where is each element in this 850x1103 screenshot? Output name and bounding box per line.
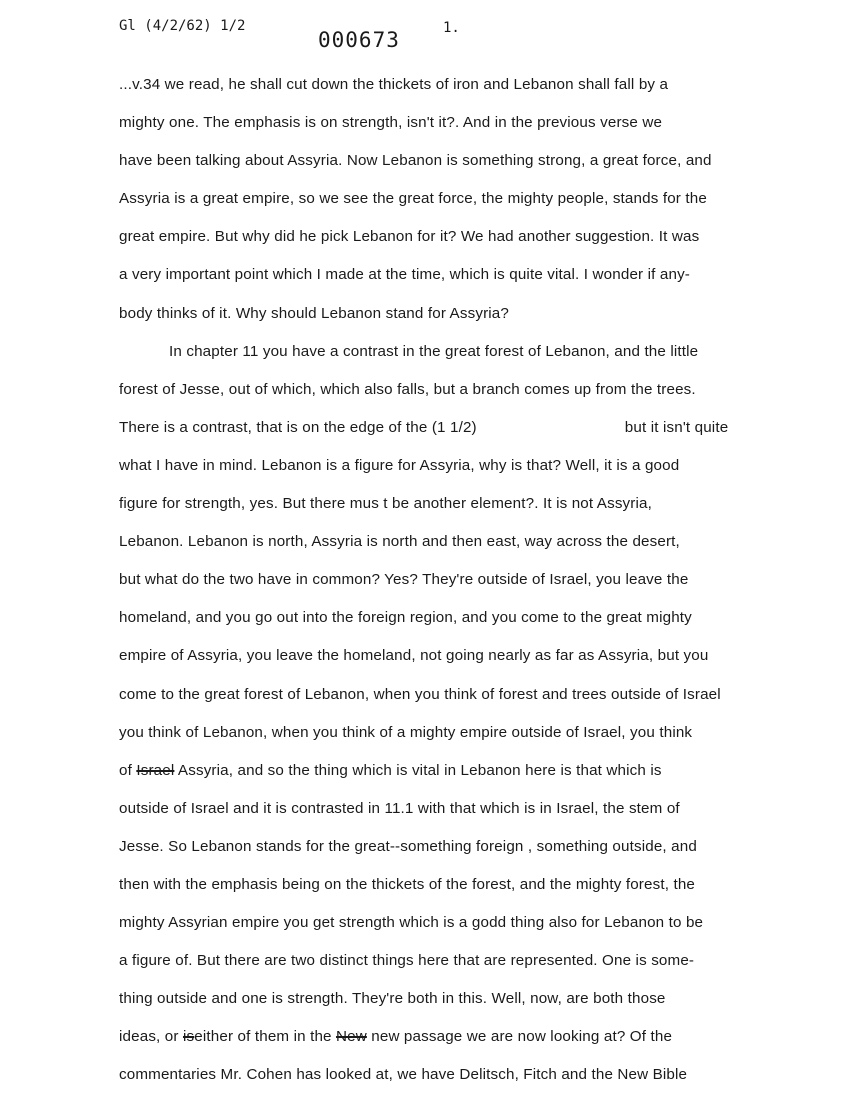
text-segment: of	[119, 761, 132, 779]
text-line: but what do the two have in common? Yes? They're outside of Israel, you leave the	[119, 571, 689, 589]
struck-out-word: is	[182, 1028, 195, 1046]
text-line: Assyria is a great empire, so we see the great force, the mighty people, stands for the	[119, 190, 707, 208]
text-line: commentaries Mr. Cohen has looked at, we have Delitsch, Fitch and the New Bible	[119, 1066, 688, 1084]
text-segment: new passage we are now looking at? Of the	[371, 1028, 673, 1046]
document-code: Gl (4/2/62) 1/2	[119, 18, 246, 34]
struck-out-word: New	[336, 1028, 367, 1046]
text-line: figure for strength, yes. But there mus t be another element?. It is not Assyria,	[119, 495, 653, 513]
text-line: empire of Assyria, you leave the homeland, not going nearly as far as Assyria, but you	[119, 647, 709, 665]
text-line: then with the emphasis being on the thickets of the forest, and the mighty forest, the	[119, 875, 696, 893]
transcript-body	[119, 72, 844, 1101]
text-line: body thinks of it. Why should Lebanon stand for Assyria?	[119, 304, 509, 322]
text-segment: but it isn't quite	[624, 418, 729, 436]
text-segment: ideas, or	[119, 1028, 179, 1046]
text-line: a figure of. But there are two distinct things here that are represented. One is some-	[119, 952, 695, 970]
text-segment: There is a contrast, that is on the edge of the (1 1/2)	[119, 418, 477, 436]
text-line: thing outside and one is strength. They're both in this. Well, now, are both those	[119, 990, 666, 1008]
text-line: come to the great forest of Lebanon, when you think of forest and trees outside of Israel	[119, 685, 721, 703]
text-line: homeland, and you go out into the foreign region, and you come to the great mighty	[119, 609, 692, 627]
text-line: mighty Assyrian empire you get strength which is a godd thing also for Lebanon to be	[119, 914, 704, 932]
text-line: forest of Jesse, out of which, which also falls, but a branch comes up from the trees.	[119, 380, 696, 398]
text-segment: either of them in the	[194, 1028, 332, 1046]
document-number: 000673	[318, 28, 400, 52]
text-line: ...v.34 we read, he shall cut down the thickets of iron and Lebanon shall fall by a	[119, 76, 669, 93]
text-line: Lebanon. Lebanon is north, Assyria is north and then east, way across the desert,	[119, 533, 680, 551]
text-line: you think of Lebanon, when you think of a mighty empire outside of Israel, you think	[119, 723, 693, 741]
text-line: Jesse. So Lebanon stands for the great--something foreign , something outside, and	[119, 837, 697, 855]
text-line: what I have in mind. Lebanon is a figure for Assyria, why is that? Well, it is a good	[119, 456, 680, 474]
text-segment: Assyria, and so the thing which is vital in Lebanon here is that which is	[177, 761, 662, 779]
text-line-with-gap	[119, 415, 844, 453]
paragraph-start-line: In chapter 11 you have a contrast in the great forest of Lebanon, and the little	[169, 342, 699, 360]
text-line: outside of Israel and it is contrasted in 11.1 with that which is in Israel, the stem of	[119, 799, 680, 817]
text-line-with-strikeout	[119, 1024, 844, 1062]
text-line: mighty one. The emphasis is on strength, isn't it?. And in the previous verse we	[119, 114, 663, 132]
text-line-with-strikeout	[119, 758, 844, 796]
text-line: a very important point which I made at the time, which is quite vital. I wonder if any-	[119, 266, 691, 284]
struck-out-word: Israel	[136, 761, 175, 779]
page-number: 1.	[443, 20, 460, 36]
text-line: have been talking about Assyria. Now Lebanon is something strong, a great force, and	[119, 152, 712, 170]
text-line: great empire. But why did he pick Lebanon for it? We had another suggestion. It was	[119, 228, 700, 246]
